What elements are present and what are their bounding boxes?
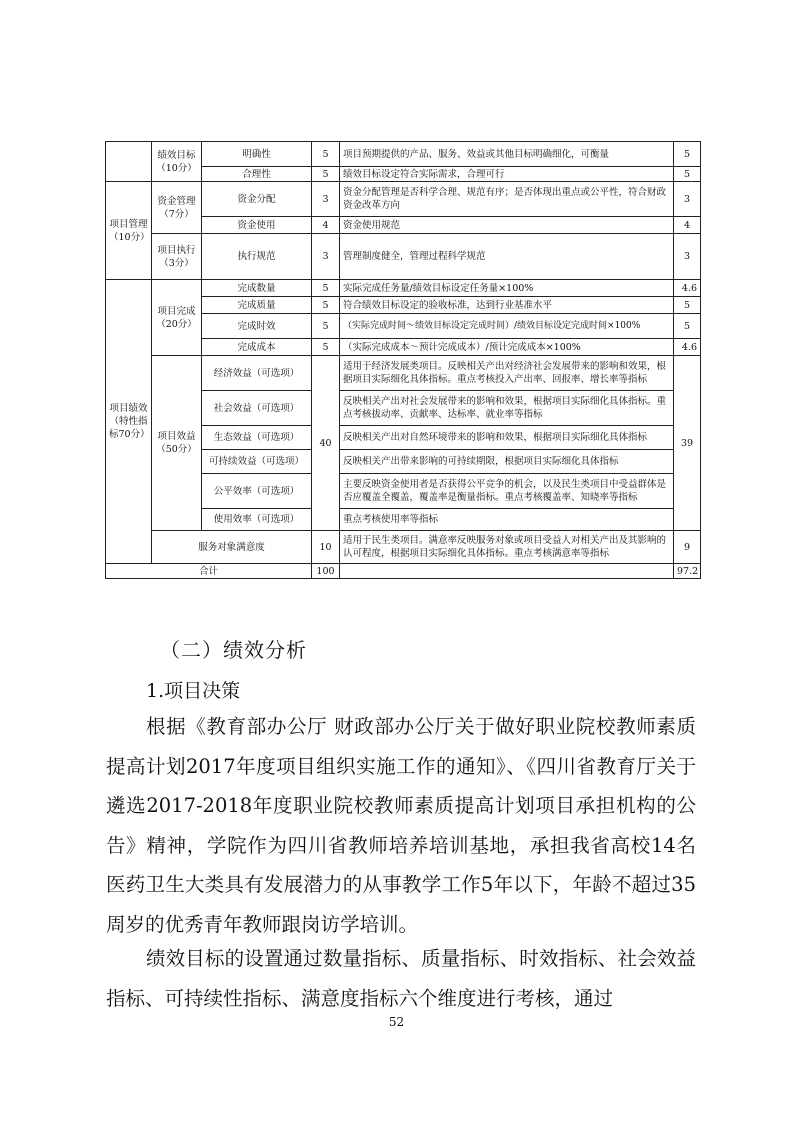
table-cell: 4.6 (674, 280, 701, 297)
table-cell: 3 (312, 234, 340, 280)
table-row (106, 182, 701, 217)
table-cell: 39 (674, 356, 701, 531)
sub-heading: 1.项目决策 (146, 680, 241, 702)
table-cell: 3 (674, 234, 701, 280)
table-row (106, 356, 701, 391)
table-cell: 完成质量 (202, 297, 312, 314)
table-cell: 项目执行（3分） (152, 234, 202, 280)
table-cell: 100 (312, 564, 340, 579)
table-cell: （实际完成成本～预计完成成本）/预计完成成本×100% (340, 339, 674, 356)
table-cell: 资金分配 (202, 182, 312, 217)
table-cell: 4.6 (674, 339, 701, 356)
table-cell (340, 564, 674, 579)
table-cell: 绩效目标设定符合实际需求，合理可行 (340, 167, 674, 182)
table-row (106, 234, 701, 280)
table-cell: 可持续效益（可选项） (202, 450, 312, 474)
table-cell: 项目完成（20分） (152, 280, 202, 356)
table-cell: 97.2 (674, 564, 701, 579)
body-paragraph: 根据《教育部办公厅 财政部办公厅关于做好职业院校教师素质提高计划2017年度项目组织实施工作的通知》、《四川省教育厅关于遴选2017-2018年度职业院校教师素质提高计划项目承担机构的公告》精神，学院作为四川省教师培养培训基地，承担我省高校14名医药卫生大类具有发展潜力的从事教学工作5年以下，年龄不超过35周岁的优秀青年教师跟岗访学培训。 (106, 715, 696, 936)
table-cell: 实际完成任务量/绩效目标设定任务量×100% (340, 280, 674, 297)
table-cell: 40 (312, 356, 340, 531)
table-cell: 重点考核使用率等指标 (340, 509, 674, 531)
table-cell: 资金使用 (202, 217, 312, 234)
table-cell: 明确性 (202, 142, 312, 167)
table-cell: 9 (674, 531, 701, 564)
table-cell: 资金管理（7分） (152, 182, 202, 234)
table-cell: 5 (312, 167, 340, 182)
table-cell: 5 (312, 142, 340, 167)
table-cell: 合计 (106, 564, 312, 579)
table-row (106, 280, 701, 297)
table-cell: 完成成本 (202, 339, 312, 356)
table-cell: 5 (674, 314, 701, 339)
table-row (106, 531, 701, 564)
table-cell: 社会效益（可选项） (202, 391, 312, 426)
table-cell: 5 (674, 142, 701, 167)
table-cell: 合理性 (202, 167, 312, 182)
table-cell: （实际完成时间～绩效目标设定完成时间）/绩效目标设定完成时间×100% (340, 314, 674, 339)
table-cell: 经济效益（可选项） (202, 356, 312, 391)
table-cell: 5 (674, 297, 701, 314)
table-cell: 5 (312, 314, 340, 339)
table-cell: 项目绩效（特性指标70分） (106, 280, 152, 564)
table-cell: 反映相关产出对社会发展带来的影响和效果，根据项目实际细化具体指标。重点考核拔动率、贡献率、达标率、就业率等指标 (340, 391, 674, 426)
table-cell: 主要反映资金使用者是否获得公平竞争的机会，以及民生类项目中受益群体是否应覆盖全覆盖，覆盖率是衡量指标。重点考核覆盖率、知晓率等指标 (340, 474, 674, 509)
table-cell: 完成时效 (202, 314, 312, 339)
table-total-row (106, 564, 701, 579)
table-cell: 资金分配管理是否科学合理、规范有序；是否体现出重点或公平性，符合财政资金改革方向 (340, 182, 674, 217)
table-cell: 资金使用规范 (340, 217, 674, 234)
performance-score-table (105, 141, 701, 579)
table-cell: 项目管理（10分） (106, 182, 152, 280)
table-cell: 4 (674, 217, 701, 234)
table-cell: 5 (312, 339, 340, 356)
table-cell: 3 (312, 182, 340, 217)
table-cell: 反映相关产出带来影响的可持续期限，根据项目实际细化具体指标 (340, 450, 674, 474)
table-cell: 使用效率（可选项） (202, 509, 312, 531)
table-cell: 项目预期提供的产品、服务、效益或其他目标明确细化，可衡量 (340, 142, 674, 167)
section-heading: （二）绩效分析 (160, 638, 307, 662)
table-cell: 生态效益（可选项） (202, 426, 312, 450)
table-cell: 5 (312, 297, 340, 314)
table-cell: 管理制度健全，管理过程科学规范 (340, 234, 674, 280)
page-number: 52 (388, 1015, 405, 1029)
table-cell: 反映相关产出对自然环境带来的影响和效果，根据项目实际细化具体指标 (340, 426, 674, 450)
table-cell: 公平效率（可选项） (202, 474, 312, 509)
body-paragraph: 绩效目标的设置通过数量指标、质量指标、时效指标、社会效益指标、可持续性指标、满意度指标六个维度进行考核，通过 (106, 947, 696, 1010)
table-cell: 10 (312, 531, 340, 564)
table-cell: 5 (312, 280, 340, 297)
table-cell: 完成数量 (202, 280, 312, 297)
table-cell: 适用于经济发展类项目。反映相关产出对经济社会发展带来的影响和效果，根据项目实际细化具体指标。重点考核投入产出率、回报率、增长率等指标 (340, 356, 674, 391)
table-cell: 绩效目标（10分） (152, 142, 202, 182)
table-cell: 服务对象满意度 (152, 531, 312, 564)
table-cell: 适用于民生类项目。满意率反映服务对象或项目受益人对相关产出及其影响的认可程度，根据项目实际细化具体指标。重点考核满意率等指标 (340, 531, 674, 564)
table-cell: 项目效益（50分） (152, 356, 202, 531)
table-cell: 5 (674, 167, 701, 182)
table-row (106, 142, 701, 167)
table-cell (106, 142, 152, 182)
table-cell: 执行规范 (202, 234, 312, 280)
table-cell: 3 (674, 182, 701, 217)
table-cell: 4 (312, 217, 340, 234)
table-cell: 符合绩效目标设定的验收标准，达到行业基准水平 (340, 297, 674, 314)
